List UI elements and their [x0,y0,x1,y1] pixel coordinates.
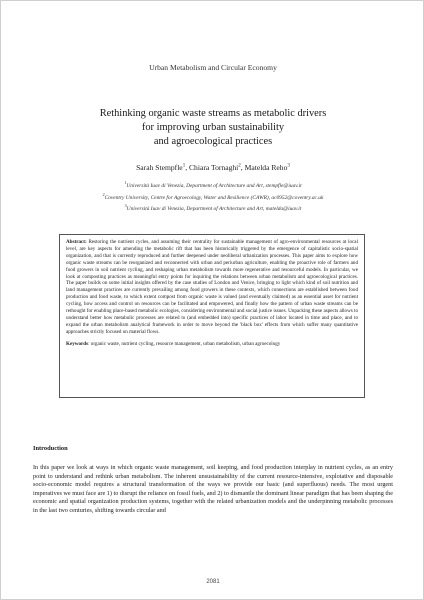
title-line-2: for improving urban sustainability [141,122,285,133]
page-number: 2081 [206,579,220,585]
affiliation-mark: 2 [102,191,105,197]
author-separator: , [240,163,245,172]
affiliation [41,202,385,214]
affiliation-text: Università Iuav di Venezia, Department of Architecture and Art, stempfle@iuav.it [126,182,302,189]
affiliation-text: Coventry University, Centre for Agroecology, Water and Resilience (CAWR), ac0952@coventry.ac.uk [104,194,324,201]
title-line-3: and agroecological practices [153,136,273,147]
author-affil-mark: 2 [238,163,241,169]
keywords [66,341,358,348]
affiliation-text: Università Iuav di Venezia, Department of Architecture and Art, matelda@iuav.it [126,205,302,212]
author-name: Sarah Stempfle [136,163,183,172]
affiliation [41,191,385,203]
abstract-text: Restoring the nutrient cycles, and assuming their centrality for sustainable management of agro-environmental resources at local level, are key aspects for amending the metabolic rift that has been historically triggered by the emergence of capitalistic socio-spatial organization, and that is currently reproduced and further deepened under neoliberal urbanization processes. This paper aims to explore how organic waste streams can be reorganized and reconnected with urban and periurban agriculture, enabling the proactive role of farmers and food growers in soil nutrient cycling, and reshaping urban metabolism towards more regenerative and resourceful models. In particular, we look at composting practices as meaningful entry points for inquiring the relations between urban metabolism and agroecological practices. The paper builds on some initial insights offered by the case studies of London and Venice, bringing to light which kind of soil nutrition and land management practices are currently prevailing among food growers in these contexts, which connections are established between food production and food waste, to which extent compost from organic waste is valued (and eventually claimed) as an essential asset for nutrient cycling, how access and control on resources can be facilitated and empowered, and finally how the pattern of urban waste streams can be rethought for enabling place-based metabolic ecologies, considering environmental and social justice issues. Unpacking these aspects allows to understand better how metabolic processes are related to (and embedded into) specific practices of labor located in time and place, and to expand the urban metabolism analytical framework in order to move beyond the 'black box' effects from which suffer many quantitative approaches strictly focused on material flows. [66,239,358,335]
affiliation-mark: 1 [124,180,127,185]
author-affil-mark: 1 [182,163,186,169]
affiliation-list [41,179,385,214]
paper-title [41,107,385,149]
author-name: Chiara Tornaghi [188,163,239,172]
abstract [66,239,358,336]
keywords-label: Keywords [66,340,89,347]
author-name: Matelda Reho [244,163,288,172]
affiliation-mark: 3 [124,203,127,209]
author-list [41,163,385,172]
title-line-1: Rethinking organic waste streams as metabolic drivers [99,108,327,119]
section-heading-introduction: Introduction [33,445,68,452]
keywords-text: : organic waste, nutrient cycling, resource management, urban metabolism, urban agroecology [88,340,281,347]
abstract-label: Abstract: [66,239,87,245]
introduction-body: In this paper we look at ways in which organic waste management, soil keeping, and food production interplay in nutrient cycles, as an entry point to understand and rethink urban metabolism. The inherent unsustainability of the current resource-intensive, explotative and disposable socio-economic model requires a structural transformation of the ways we provide our basic (and superfluous) needs. The most urgent imperatives we must face are 1) to disrupt the reliance on fossil fuels, and 2) to dismantle the dominant linear paradigm that has been shaping the economic and spatial organization production systems, together with the related urbanization models and the underpinning metabolic processes in the last two centuries, shifting towards circular and [33,464,393,514]
author-separator: , [185,163,189,172]
affiliation [41,179,385,191]
author-affil-mark: 3 [287,163,290,169]
running-header: Urban Metabolism and Circular Economy [149,63,277,72]
abstract-box [59,234,365,398]
